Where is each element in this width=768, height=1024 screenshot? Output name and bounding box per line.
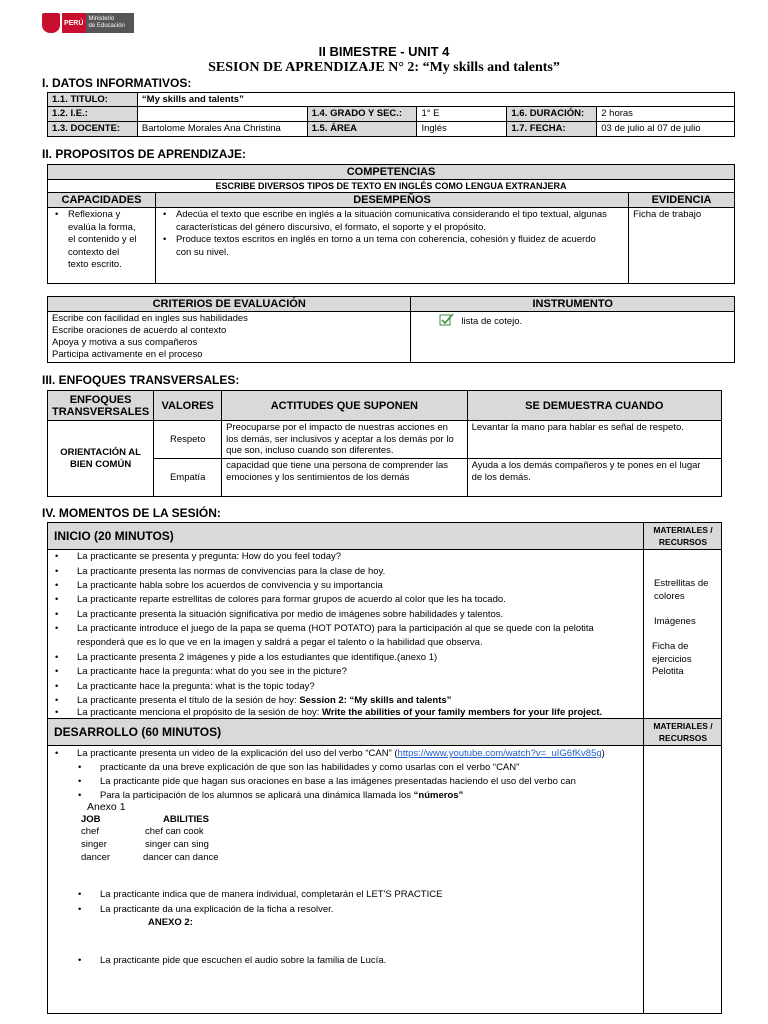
inicio-title: INICIO (20 MINUTOS) xyxy=(54,529,174,543)
desempeno-cell: • Adecúa el texto que escribe en inglés a la situación comunicativa considerando el tipo textual, algunas características del género discursivo, el formato, el soporte y el propósito. • Produce textos escritos en inglés en torno a un tema con coherencia, cohesión y fluidez de acuerdo con su nivel. xyxy=(155,208,628,284)
inicio-item: • La practicante reparte estrellitas de colores para formar grupos de acuerdo al color que les ha tocado. xyxy=(77,594,506,605)
section-2-heading: II. PROPOSITOS DE APRENDIZAJE: xyxy=(42,147,247,161)
document-title: II BIMESTRE - UNIT 4 xyxy=(318,44,450,59)
competencias-header: COMPETENCIAS xyxy=(48,165,735,180)
titulo-label: 1.1. TITULO: xyxy=(48,93,138,107)
fecha-value: 03 de julio al 07 de julio xyxy=(597,122,735,137)
titulo-value: “My skills and talents” xyxy=(137,93,734,107)
actitudes-header: ACTITUDES QUE SUPONEN xyxy=(222,391,467,421)
enfoque-cell: ORIENTACIÓN AL BIEN COMÚN xyxy=(48,421,154,497)
desempenos-header: DESEMPEÑOS xyxy=(155,193,628,208)
materiales-imagenes: Imágenes xyxy=(654,616,696,627)
valor-empatia: Empatía xyxy=(154,459,222,497)
abilities-header: ABILITIES xyxy=(163,814,209,825)
fecha-label: 1.7. FECHA: xyxy=(507,122,597,137)
anexo-1-label: Anexo 1 xyxy=(87,801,126,813)
document-subtitle: SESION DE APRENDIZAJE N° 2: “My skills and talents” xyxy=(208,60,560,75)
inicio-item: • La practicante hace la pregunta: what do you see in the picture? xyxy=(77,666,347,677)
criterios-header: CRITERIOS DE EVALUACIÓN xyxy=(48,297,411,312)
inicio-item: • La practicante hace la pregunta: what is the topic today? xyxy=(77,681,315,692)
desarrollo-item-video: • La practicante presenta un video de la explicación del uso del verbo “CAN” (https://www.youtube.com/watch?v=_uIG6fKv85g) xyxy=(77,748,605,759)
demuestra-header: SE DEMUESTRA CUANDO xyxy=(467,391,721,421)
inicio-item: • La practicante presenta las normas de convivencias para la clase de hoy. xyxy=(77,566,385,577)
inicio-item: • La practicante presenta 2 imágenes y pide a los estudiantes que identifique.(anexo 1) xyxy=(77,652,437,663)
inicio-item-cont: responderá que es lo que ve en la imagen y saldrá a pegar el talento o la habilidad que observa. xyxy=(77,637,483,648)
grado-label: 1.4. GRADO Y SEC.: xyxy=(307,107,417,122)
actitud-empatia: capacidad que tiene una persona de comprender las emociones y los sentimientos de los demás xyxy=(222,459,467,497)
duracion-value: 2 horas xyxy=(597,107,735,122)
criterios-table xyxy=(47,296,735,363)
job-cell: chef xyxy=(81,826,99,837)
evidencia-header: EVIDENCIA xyxy=(629,193,735,208)
desarrollo-item: • practicante da una breve explicación de que son las habilidades y como usarlas con el verbo “CAN” xyxy=(100,762,519,773)
job-cell: singer xyxy=(81,839,107,850)
checkbox-icon xyxy=(439,313,455,326)
inicio-item-titulo: • La practicante presenta el título de la sesión de hoy: Session 2: “My skills and talents” xyxy=(77,695,451,706)
desarrollo-item: • La practicante indica que de manera individual, completarán el LET'S PRACTICE xyxy=(100,889,442,900)
inicio-item: • La practicante se presenta y pregunta: How do you feel today? xyxy=(77,551,341,562)
desarrollo-item: • La practicante pide que hagan sus oraciones en base a las imágenes presentadas haciendo el uso del verbo can xyxy=(100,776,576,787)
logo-peru: PERÚ xyxy=(62,13,86,33)
instrumento-header: INSTRUMENTO xyxy=(411,297,735,312)
duracion-label: 1.6. DURACIÓN: xyxy=(507,107,597,122)
desarrollo-item: • La practicante da una explicación de la ficha a resolver. xyxy=(100,904,333,915)
actitud-respeto: Preocuparse por el impacto de nuestras acciones en los demás, ser inclusivos y aceptar a los demás por lo que son, incluso cuando son diferentes. xyxy=(222,421,467,459)
desarrollo-item-dinamica: • Para la participación de los alumnos se aplicará una dinámica llamada los “números” xyxy=(100,790,463,801)
inicio-item: • La practicante introduce el juego de la papa se quema (HOT POTATO) para la participación al que se quede con la pelotita xyxy=(77,623,594,634)
demuestra-empatia: Ayuda a los demás compañeros y te pones en el lugar de los demás. xyxy=(467,459,721,497)
instrumento-cell xyxy=(411,312,735,363)
evidencia-value: Ficha de trabajo xyxy=(629,208,735,284)
docente-value: Bartolome Morales Ana Christina xyxy=(137,122,307,137)
capacidades-header: CAPACIDADES xyxy=(48,193,156,208)
inicio-materiales-label: MATERIALES / RECURSOS xyxy=(653,525,713,547)
anexo-2-label: ANEXO 2: xyxy=(148,917,193,928)
enfoques-header: ENFOQUES TRANSVERSALES xyxy=(48,391,154,421)
coat-of-arms-icon xyxy=(42,13,60,33)
job-cell: dancer xyxy=(81,852,111,863)
youtube-link[interactable]: https://www.youtube.com/watch?v=_uIG6fKv85g xyxy=(397,748,602,759)
capacidad-cell: • Reflexiona y evalúa la forma, el contenido y el contexto del texto escrito. xyxy=(48,208,156,284)
inicio-item: • La practicante presenta la situación significativa por medio de imágenes sobre habilidades y talentos. xyxy=(77,609,503,620)
ie-label: 1.2. I.E.: xyxy=(48,107,138,122)
desarrollo-title: DESARROLLO (60 MINUTOS) xyxy=(54,725,222,739)
inicio-item-proposito: • La practicante menciona el propósito de la sesión de hoy: Write the abilities of your family members for your life project. xyxy=(77,707,602,718)
ability-cell: singer can sing xyxy=(145,839,209,850)
ability-cell: chef can cook xyxy=(145,826,204,837)
area-value: Inglés xyxy=(417,122,507,137)
datos-table xyxy=(47,92,735,137)
grado-value: 1° E xyxy=(417,107,507,122)
instrumento-value: lista de cotejo. xyxy=(461,316,523,327)
ministry-logo xyxy=(42,12,134,34)
section-3-heading: III. ENFOQUES TRANSVERSALES: xyxy=(42,373,240,387)
inicio-item: • La practicante habla sobre los acuerdos de convivencia y su importancia xyxy=(77,580,383,591)
desarrollo-materiales-label: MATERIALES / RECURSOS xyxy=(653,721,713,743)
propositos-table xyxy=(47,164,735,284)
competencia-text: ESCRIBE DIVERSOS TIPOS DE TEXTO EN INGLÉS COMO LENGUA EXTRANJERA xyxy=(48,180,735,193)
enfoques-table xyxy=(47,390,722,497)
valor-respeto: Respeto xyxy=(154,421,222,459)
area-label: 1.5. ÁREA xyxy=(307,122,417,137)
criterios-cell: Escribe con facilidad en ingles sus habilidades Escribe oraciones de acuerdo al contexto Apoya y motiva a sus compañeros Participa activamente en el proceso xyxy=(48,312,411,363)
ability-cell: dancer can dance xyxy=(143,852,219,863)
demuestra-respeto: Levantar la mano para hablar es señal de respeto. xyxy=(467,421,721,459)
docente-label: 1.3. DOCENTE: xyxy=(48,122,138,137)
job-header: JOB xyxy=(81,814,101,825)
logo-ministry: Ministerio de Educación xyxy=(86,13,134,33)
desarrollo-item: • La practicante pide que escuchen el audio sobre la familia de Lucía. xyxy=(100,955,386,966)
ie-value xyxy=(137,107,307,122)
materiales-ficha: Ficha de ejercicios Pelotita xyxy=(652,641,692,677)
materiales-estrellitas: Estrellitas de colores xyxy=(654,578,709,602)
section-1-heading: I. DATOS INFORMATIVOS: xyxy=(42,76,192,90)
section-4-heading: IV. MOMENTOS DE LA SESIÓN: xyxy=(42,506,221,520)
valores-header: VALORES xyxy=(154,391,222,421)
